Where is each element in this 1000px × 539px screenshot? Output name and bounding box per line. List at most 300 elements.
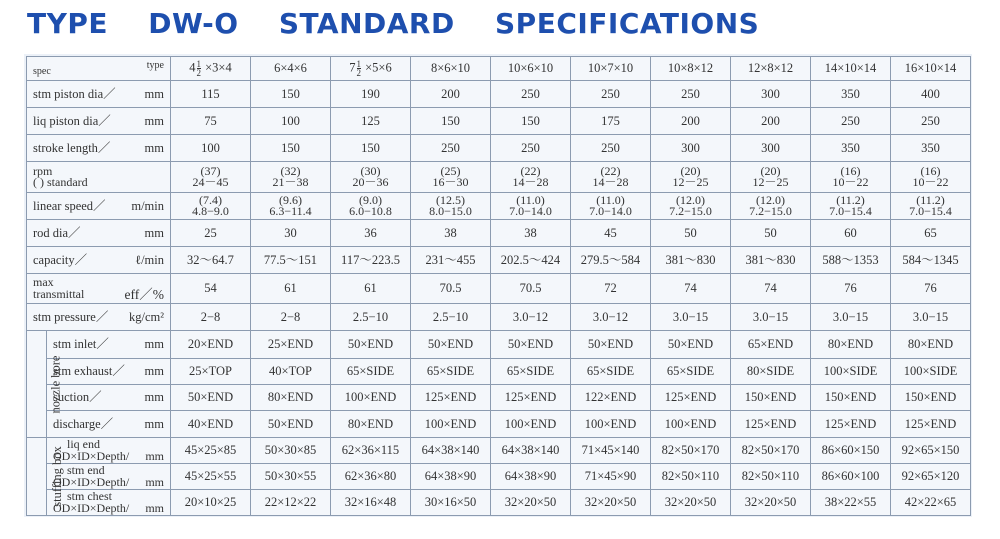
group-label: nozzle bore — [48, 355, 63, 413]
table-cell: 150×END — [731, 385, 811, 411]
table-cell: 62×36×115 — [331, 438, 411, 464]
table-cell: 125×END — [651, 385, 731, 411]
table-cell: 20×END — [171, 331, 251, 359]
spec-row — [27, 304, 971, 331]
table-cell: 65×SIDE — [651, 359, 731, 385]
cell-line: 12－25 — [672, 175, 709, 189]
table-cell: 25×END — [251, 331, 331, 359]
label-text: suction／ — [53, 390, 102, 404]
table-cell: 65×SIDE — [411, 359, 491, 385]
type-label: type — [146, 60, 164, 71]
spec-row — [27, 193, 971, 220]
cell-line: (20) — [760, 163, 781, 178]
type-header — [411, 57, 491, 81]
table-cell: 300 — [731, 81, 811, 108]
cell-line: 16－30 — [432, 175, 469, 189]
label-unit: mm — [145, 500, 164, 515]
table-cell: 45×25×55 — [171, 464, 251, 490]
type-text: ×5×6 — [362, 60, 392, 75]
table-cell: 25 — [171, 220, 251, 247]
table-cell: 125×END — [411, 385, 491, 411]
spec-row — [27, 331, 971, 359]
table-cell: 100×SIDE — [811, 359, 891, 385]
table-cell: 200 — [411, 81, 491, 108]
row-label — [27, 193, 171, 220]
spec-label: spec — [33, 66, 51, 77]
table-cell: 115 — [171, 81, 251, 108]
table-cell: 64×38×90 — [491, 464, 571, 490]
table-cell: 100×SIDE — [891, 359, 971, 385]
table-cell: 175 — [571, 108, 651, 135]
cell-line: 4.8−9.0 — [192, 204, 229, 218]
table-cell: 32×16×48 — [331, 490, 411, 516]
cell-line: (16) — [840, 163, 861, 178]
table-cell — [251, 162, 331, 193]
label-text: transmittal — [33, 286, 85, 301]
table-cell: 40×TOP — [251, 359, 331, 385]
table-cell: 350 — [811, 81, 891, 108]
header-row — [27, 57, 971, 81]
table-cell: 32×20×50 — [491, 490, 571, 516]
type-text: 16×10×14 — [904, 61, 957, 75]
table-cell: 82×50×170 — [731, 438, 811, 464]
cell-line: (12.0) — [676, 192, 705, 207]
table-cell: 150 — [251, 81, 331, 108]
cell-line: (16) — [920, 163, 941, 178]
table-cell: 381～830 — [731, 247, 811, 274]
row-label — [47, 438, 171, 464]
type-text: 12×8×12 — [747, 61, 794, 75]
label-unit: mm — [144, 86, 164, 101]
table-cell: 50×END — [411, 331, 491, 359]
label-unit: mm — [144, 113, 164, 128]
table-cell: 80×SIDE — [731, 359, 811, 385]
label-line — [33, 254, 170, 267]
cell-line: (11.0) — [516, 192, 545, 207]
table-cell: 50×END — [171, 385, 251, 411]
table-cell: 2.5−10 — [331, 304, 411, 331]
table-cell — [571, 162, 651, 193]
table-cell: 71×45×90 — [571, 464, 651, 490]
label-unit: m/min — [131, 198, 164, 213]
table-cell: 50×END — [491, 331, 571, 359]
table-cell: 72 — [571, 274, 651, 304]
table-cell: 38×22×55 — [811, 490, 891, 516]
table-cell: 190 — [331, 81, 411, 108]
table-cell — [171, 193, 251, 220]
table-cell: 250 — [491, 81, 571, 108]
table-cell: 584～1345 — [891, 247, 971, 274]
label-line — [53, 474, 170, 489]
cell-line: (7.4) — [199, 192, 222, 207]
label-text: OD×ID×Depth/ — [53, 500, 130, 515]
table-cell: 45 — [571, 220, 651, 247]
label-text: stm exhaust／ — [53, 364, 125, 378]
table-cell: 50×END — [651, 331, 731, 359]
label-unit: mm — [144, 416, 164, 431]
label-text: linear speed／ — [33, 198, 106, 213]
label-unit: mm — [144, 364, 164, 378]
table-cell: 25×TOP — [171, 359, 251, 385]
label-text: stm end — [67, 463, 105, 477]
label-unit: kg/cm² — [129, 309, 164, 324]
label-line — [53, 338, 170, 351]
table-cell: 65 — [891, 220, 971, 247]
spec-row — [27, 464, 971, 490]
cell-line: 10－22 — [912, 175, 949, 189]
spec-row — [27, 247, 971, 274]
row-label — [27, 247, 171, 274]
table-cell: 50 — [651, 220, 731, 247]
cell-line: (11.2) — [836, 192, 865, 207]
table-cell — [891, 162, 971, 193]
label-text: rpm — [33, 163, 53, 178]
table-cell: 250 — [571, 135, 651, 162]
table-cell — [571, 193, 651, 220]
table-cell: 250 — [571, 81, 651, 108]
table-cell: 64×38×90 — [411, 464, 491, 490]
table-cell: 64×38×140 — [491, 438, 571, 464]
table-cell: 250 — [491, 135, 571, 162]
table-cell — [331, 193, 411, 220]
cell-line: (11.2) — [916, 192, 945, 207]
cell-line: 21－38 — [272, 175, 309, 189]
label-text: stm chest — [67, 489, 112, 503]
label-line — [53, 500, 170, 515]
row-label — [27, 304, 171, 331]
table-cell: 231～455 — [411, 247, 491, 274]
table-cell: 3.0−12 — [571, 304, 651, 331]
table-cell: 75 — [171, 108, 251, 135]
table-cell: 400 — [891, 81, 971, 108]
table-cell: 45×25×85 — [171, 438, 251, 464]
table-cell: 3.0−15 — [731, 304, 811, 331]
cell-line: 7.0−15.4 — [909, 204, 952, 218]
table-cell — [171, 162, 251, 193]
cell-line: 7.0−15.4 — [829, 204, 872, 218]
row-label — [47, 385, 171, 411]
table-cell: 38 — [411, 220, 491, 247]
spec-row — [27, 385, 971, 411]
row-label — [27, 108, 171, 135]
table-cell: 77.5～151 — [251, 247, 331, 274]
table-cell: 381～830 — [651, 247, 731, 274]
label-line — [33, 227, 170, 240]
cell-line: 7.2−15.0 — [669, 204, 712, 218]
cell-line: (20) — [680, 163, 701, 178]
cell-line: 12－25 — [752, 175, 789, 189]
table-cell: 65×SIDE — [491, 359, 571, 385]
cell-line: 24－45 — [192, 175, 229, 189]
label-text: rod dia／ — [33, 225, 81, 240]
table-cell: 50 — [731, 220, 811, 247]
table-cell: 100 — [251, 108, 331, 135]
fraction-den: 2 — [196, 68, 201, 78]
label-text: liq piston dia／ — [33, 113, 111, 128]
table-cell: 40×END — [171, 411, 251, 438]
spec-row — [27, 490, 971, 516]
table-cell: 80×END — [331, 411, 411, 438]
title-word: SPECIFICATIONS — [495, 7, 760, 40]
cell-line: (9.0) — [359, 192, 382, 207]
spec-row — [27, 411, 971, 438]
table-cell: 2−8 — [251, 304, 331, 331]
table-cell: 250 — [651, 81, 731, 108]
label-line — [33, 286, 170, 302]
table-cell: 125×END — [491, 385, 571, 411]
label-text: discharge／ — [53, 416, 114, 431]
table-cell: 74 — [651, 274, 731, 304]
table-cell: 76 — [891, 274, 971, 304]
label-line — [53, 365, 170, 378]
label-line — [53, 418, 170, 431]
table-cell — [331, 162, 411, 193]
type-header — [571, 57, 651, 81]
table-cell: 100×END — [331, 385, 411, 411]
table-cell: 82×50×110 — [731, 464, 811, 490]
label-unit: mm — [145, 474, 164, 489]
table-cell — [811, 193, 891, 220]
table-cell: 30×16×50 — [411, 490, 491, 516]
spec-row — [27, 162, 971, 193]
table-cell: 117～223.5 — [331, 247, 411, 274]
table-cell: 80×END — [811, 331, 891, 359]
table-cell: 100×END — [491, 411, 571, 438]
table-cell: 300 — [731, 135, 811, 162]
table-cell: 588～1353 — [811, 247, 891, 274]
label-text: liq end — [67, 437, 100, 451]
table-cell: 3.0−15 — [891, 304, 971, 331]
cell-line: (12.5) — [436, 192, 465, 207]
table-cell: 50×30×85 — [251, 438, 331, 464]
table-cell: 200 — [731, 108, 811, 135]
table-cell: 150 — [411, 108, 491, 135]
spec-row — [27, 359, 971, 385]
type-text: 10×8×12 — [667, 61, 714, 75]
table-cell: 65×SIDE — [331, 359, 411, 385]
table-cell: 250 — [411, 135, 491, 162]
label-text: OD×ID×Depth/ — [53, 448, 130, 463]
page-title — [27, 6, 759, 42]
table-cell — [651, 162, 731, 193]
label-unit: mm — [145, 448, 164, 463]
cell-line: 6.3−11.4 — [269, 204, 312, 218]
table-cell: 92×65×150 — [891, 438, 971, 464]
table-cell: 50×END — [251, 411, 331, 438]
table-cell: 50×END — [331, 331, 411, 359]
type-text: 10×7×10 — [587, 61, 634, 75]
table-cell: 20×10×25 — [171, 490, 251, 516]
table-cell: 150×END — [811, 385, 891, 411]
row-label — [47, 331, 171, 359]
table-cell: 76 — [811, 274, 891, 304]
table-cell — [491, 193, 571, 220]
label-text: stm pressure／ — [33, 309, 109, 324]
table-cell: 200 — [651, 108, 731, 135]
label-unit: mm — [144, 225, 164, 240]
table-cell: 61 — [331, 274, 411, 304]
cell-line: (9.6) — [279, 192, 302, 207]
type-text: 10×6×10 — [507, 61, 554, 75]
cell-line: 10－22 — [832, 175, 869, 189]
table-cell: 250 — [891, 108, 971, 135]
type-text: 7 — [349, 60, 356, 75]
label-text: capacity／ — [33, 252, 88, 267]
title-word: STANDARD — [278, 7, 455, 40]
table-cell: 125×END — [731, 411, 811, 438]
table-cell — [251, 193, 331, 220]
cell-line: (32) — [280, 163, 301, 178]
label-text: stm piston dia／ — [33, 86, 116, 101]
table-cell: 42×22×65 — [891, 490, 971, 516]
table-cell: 65×END — [731, 331, 811, 359]
table-cell: 60 — [811, 220, 891, 247]
table-cell: 279.5～584 — [571, 247, 651, 274]
spec-row — [27, 81, 971, 108]
table-cell: 50×END — [571, 331, 651, 359]
table-cell: 350 — [811, 135, 891, 162]
row-label — [27, 162, 171, 193]
table-cell: 32×20×50 — [571, 490, 651, 516]
cell-line: (25) — [440, 163, 461, 178]
type-header — [891, 57, 971, 81]
table-cell: 61 — [251, 274, 331, 304]
fraction — [357, 60, 362, 77]
spec-table — [26, 56, 971, 516]
row-label — [27, 81, 171, 108]
row-label — [47, 359, 171, 385]
table-cell: 32～64.7 — [171, 247, 251, 274]
type-header — [251, 57, 331, 81]
table-cell: 74 — [731, 274, 811, 304]
table-cell — [731, 193, 811, 220]
label-line — [33, 88, 170, 101]
nozzle-bore-group — [27, 331, 63, 438]
table-cell: 125×END — [891, 411, 971, 438]
row-label — [47, 411, 171, 438]
table-cell — [411, 162, 491, 193]
type-text: 8×6×10 — [430, 61, 471, 75]
type-header — [331, 57, 411, 81]
cell-line: (12.0) — [756, 192, 785, 207]
table-cell: 82×50×110 — [651, 464, 731, 490]
fraction — [197, 60, 202, 77]
label-text: max — [33, 275, 54, 289]
table-cell: 125 — [331, 108, 411, 135]
table-cell: 65×SIDE — [571, 359, 651, 385]
table-cell: 100×END — [651, 411, 731, 438]
table-cell: 125×END — [811, 411, 891, 438]
cell-line: 20－36 — [352, 175, 389, 189]
table-cell: 122×END — [571, 385, 651, 411]
label-unit: ℓ/min — [135, 252, 164, 267]
label-line — [33, 200, 170, 213]
row-label — [27, 220, 171, 247]
cell-line: (11.0) — [596, 192, 625, 207]
label-line — [33, 142, 170, 155]
cell-line: (22) — [600, 163, 621, 178]
table-cell: 80×END — [251, 385, 331, 411]
label-line — [33, 311, 170, 324]
fraction-num: 1 — [196, 59, 201, 69]
table-cell: 54 — [171, 274, 251, 304]
label-text: ( ) standard — [33, 175, 88, 189]
stuffing-box-group — [27, 438, 64, 516]
row-label — [47, 464, 171, 490]
type-header — [491, 57, 571, 81]
type-text: 4 — [189, 60, 196, 75]
type-text: ×3×4 — [202, 60, 232, 75]
header-corner — [27, 57, 171, 81]
title-word: DW-O — [148, 7, 239, 40]
type-header — [651, 57, 731, 81]
type-header — [811, 57, 891, 81]
type-text: 6×4×6 — [274, 61, 307, 75]
type-header — [171, 57, 251, 81]
row-label — [47, 490, 171, 516]
table-cell: 50×30×55 — [251, 464, 331, 490]
label-text: stroke length／ — [33, 140, 111, 155]
label-unit: mm — [144, 140, 164, 155]
spec-row — [27, 135, 971, 162]
title-word: TYPE — [27, 7, 109, 40]
table-cell: 100×END — [411, 411, 491, 438]
table-cell: 38 — [491, 220, 571, 247]
table-cell: 92×65×120 — [891, 464, 971, 490]
cell-line: (37) — [200, 163, 221, 178]
row-label — [27, 274, 171, 304]
row-label — [27, 135, 171, 162]
table-cell — [731, 162, 811, 193]
table-cell — [651, 193, 731, 220]
label-line — [53, 448, 170, 463]
table-cell — [891, 193, 971, 220]
group-label: stuffing box — [49, 446, 64, 507]
table-cell: 36 — [331, 220, 411, 247]
table-cell: 32×20×50 — [651, 490, 731, 516]
table-cell: 100×END — [571, 411, 651, 438]
cell-line: (30) — [360, 163, 381, 178]
table-cell: 150 — [331, 135, 411, 162]
table-cell: 70.5 — [491, 274, 571, 304]
cell-line: 14－28 — [592, 175, 629, 189]
label-text: stm inlet／ — [53, 337, 109, 351]
cell-line: 7.0−14.0 — [509, 204, 552, 218]
table-cell: 86×60×100 — [811, 464, 891, 490]
table-cell: 82×50×170 — [651, 438, 731, 464]
table-cell: 250 — [811, 108, 891, 135]
table-cell: 350 — [891, 135, 971, 162]
spec-row — [27, 438, 971, 464]
label-unit: eff／% — [124, 286, 164, 302]
table-cell: 100 — [171, 135, 251, 162]
table-cell: 150 — [251, 135, 331, 162]
spec-row — [27, 274, 971, 304]
type-header — [731, 57, 811, 81]
label-line — [33, 115, 170, 128]
table-cell: 202.5～424 — [491, 247, 571, 274]
table-cell: 300 — [651, 135, 731, 162]
cell-line: 6.0−10.8 — [349, 204, 392, 218]
table-cell: 71×45×140 — [571, 438, 651, 464]
table-cell: 70.5 — [411, 274, 491, 304]
table-cell — [411, 193, 491, 220]
table-cell — [491, 162, 571, 193]
table-cell: 3.0−12 — [491, 304, 571, 331]
cell-line: 7.2−15.0 — [749, 204, 792, 218]
cell-line: 8.0−15.0 — [429, 204, 472, 218]
spec-row — [27, 220, 971, 247]
